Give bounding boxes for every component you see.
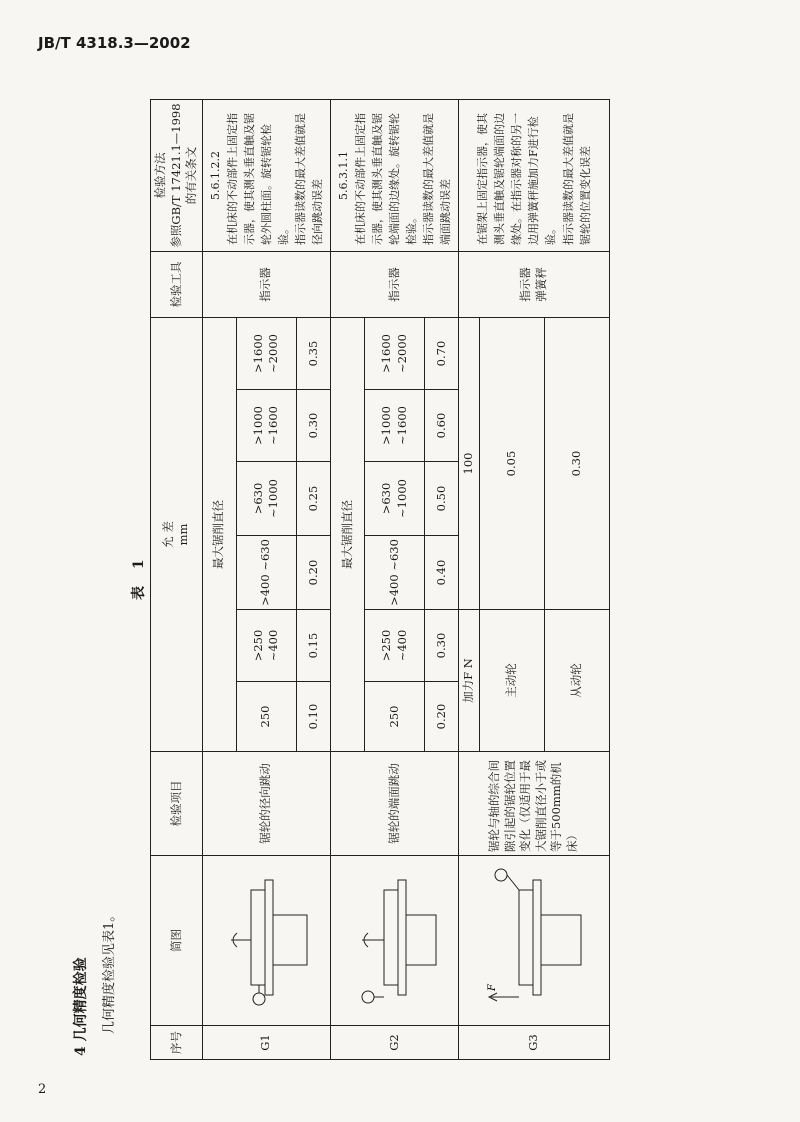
table-row-g3-load bbox=[459, 100, 480, 1060]
method-text-g1: 在机床的不动部件上固定指示器，使其测头垂直触及锯轮外圆柱面。旋转锯轮检验。 bbox=[225, 113, 290, 245]
range-cell: >1000 ~1600 bbox=[365, 390, 425, 462]
value-cell: 0.50 bbox=[425, 462, 459, 536]
tolerance-unit: mm bbox=[176, 523, 191, 546]
method-result-g2: 指示器读数的最大差值就是端面跳动误差 bbox=[422, 113, 453, 245]
method-result-g1: 指示器读数的最大差值就是径向跳动误差 bbox=[293, 113, 324, 245]
tolerance-label: 允 差 bbox=[160, 521, 175, 548]
item-g3: 锯轮与轴的综合间隙引起的锯轮位置变化（仅适用于最大锯削直径小于或等于500mm的机床） bbox=[459, 752, 610, 856]
load-label: 加力F N bbox=[459, 610, 480, 752]
range-cell: >400 ~630 bbox=[365, 536, 425, 610]
method-header bbox=[151, 100, 203, 252]
range-cell: >400 ~630 bbox=[236, 536, 296, 610]
rotated-page-content bbox=[70, 100, 720, 1060]
method-text-g3: 在锯架上固定指示器，使其测头垂直触及锯轮端面的边缘处。在指示器对称的另一边用弹簧秤施加力F进行检验。 bbox=[476, 113, 558, 245]
diagram-g2 bbox=[330, 856, 458, 1026]
method-label: 检验方法 bbox=[153, 152, 167, 199]
value-cell: 0.10 bbox=[296, 682, 330, 752]
value-cell: 0.25 bbox=[296, 462, 330, 536]
tool-header: 检验工具 bbox=[151, 252, 203, 318]
value-cell: 0.70 bbox=[425, 318, 459, 390]
tool-g3: 指示器 弹簧秤 bbox=[459, 252, 610, 318]
value-cell: 0.60 bbox=[425, 390, 459, 462]
method-clause-g1: 5.6.1.2.2 bbox=[208, 151, 222, 200]
method-result-g3: 指示器读数的最大差值就是锯轮的位置变化误差 bbox=[561, 113, 592, 245]
value-cell: 0.30 bbox=[425, 610, 459, 682]
range-cell: >250 ~400 bbox=[236, 610, 296, 682]
method-clause-g2: 5.6.3.1.1 bbox=[336, 151, 350, 200]
section-title: 4 几何精度检验 bbox=[73, 957, 89, 1056]
method-g1 bbox=[202, 100, 330, 252]
value-cell: 0.40 bbox=[425, 536, 459, 610]
drive-wheel-value: 0.05 bbox=[479, 318, 544, 610]
method-g3 bbox=[459, 100, 610, 252]
intro-text: 几何精度检验见表1。 bbox=[102, 908, 117, 1034]
range-cell: >630 ~1000 bbox=[236, 462, 296, 536]
item-g1: 锯轮的径向跳动 bbox=[202, 752, 330, 856]
table-title: 表 1 bbox=[131, 553, 147, 600]
value-cell: 0.20 bbox=[425, 682, 459, 752]
table-row-g1-label bbox=[202, 100, 236, 1060]
range-cell: >1000 ~1600 bbox=[236, 390, 296, 462]
tolerance-header bbox=[151, 318, 203, 752]
method-text-g2: 在机床的不动部件上固定指示器，使其测头垂直触及锯轮端面的边缘处。旋转锯轮检验。 bbox=[353, 113, 419, 245]
seq-cell: G2 bbox=[330, 1026, 458, 1060]
drive-wheel-label: 主动轮 bbox=[479, 610, 544, 752]
page-number: 2 bbox=[38, 1082, 47, 1097]
diagram-header: 简图 bbox=[151, 856, 203, 1026]
diagram-g3 bbox=[459, 856, 610, 1026]
tool-g2: 指示器 bbox=[330, 252, 458, 318]
seq-header: 序号 bbox=[151, 1026, 203, 1060]
diameter-label-g1: 最大锯削直径 bbox=[202, 318, 236, 752]
tool-g1: 指示器 bbox=[202, 252, 330, 318]
inspection-table bbox=[150, 99, 610, 1060]
load-value: 100 bbox=[459, 318, 480, 610]
method-g2 bbox=[330, 100, 458, 252]
face-runout-diagram bbox=[350, 866, 440, 1016]
item-header: 检验项目 bbox=[151, 752, 203, 856]
range-cell: >250 ~400 bbox=[365, 610, 425, 682]
method-reference: 参照GB/T 17421.1—1998的有关条文 bbox=[168, 103, 199, 248]
value-cell: 0.20 bbox=[296, 536, 330, 610]
diagram-g1 bbox=[202, 856, 330, 1026]
diameter-label-g2: 最大锯削直径 bbox=[330, 318, 364, 752]
standard-number: JB/T 4318.3—2002 bbox=[38, 34, 191, 52]
wheel-position-diagram bbox=[479, 866, 589, 1016]
header-row bbox=[151, 100, 203, 1060]
seq-cell: G3 bbox=[459, 1026, 610, 1060]
range-cell: >630 ~1000 bbox=[365, 462, 425, 536]
driven-wheel-label: 从动轮 bbox=[544, 610, 609, 752]
range-cell: >1600 ~2000 bbox=[236, 318, 296, 390]
driven-wheel-value: 0.30 bbox=[544, 318, 609, 610]
value-cell: 0.15 bbox=[296, 610, 330, 682]
value-cell: 0.35 bbox=[296, 318, 330, 390]
range-cell: 250 bbox=[365, 682, 425, 752]
range-cell: 250 bbox=[236, 682, 296, 752]
force-label: F bbox=[486, 984, 498, 992]
table-row-g2-label bbox=[330, 100, 364, 1060]
radial-runout-diagram bbox=[221, 866, 311, 1016]
item-g2: 锯轮的端面跳动 bbox=[330, 752, 458, 856]
seq-cell: G1 bbox=[202, 1026, 330, 1060]
range-cell: >1600 ~2000 bbox=[365, 318, 425, 390]
value-cell: 0.30 bbox=[296, 390, 330, 462]
